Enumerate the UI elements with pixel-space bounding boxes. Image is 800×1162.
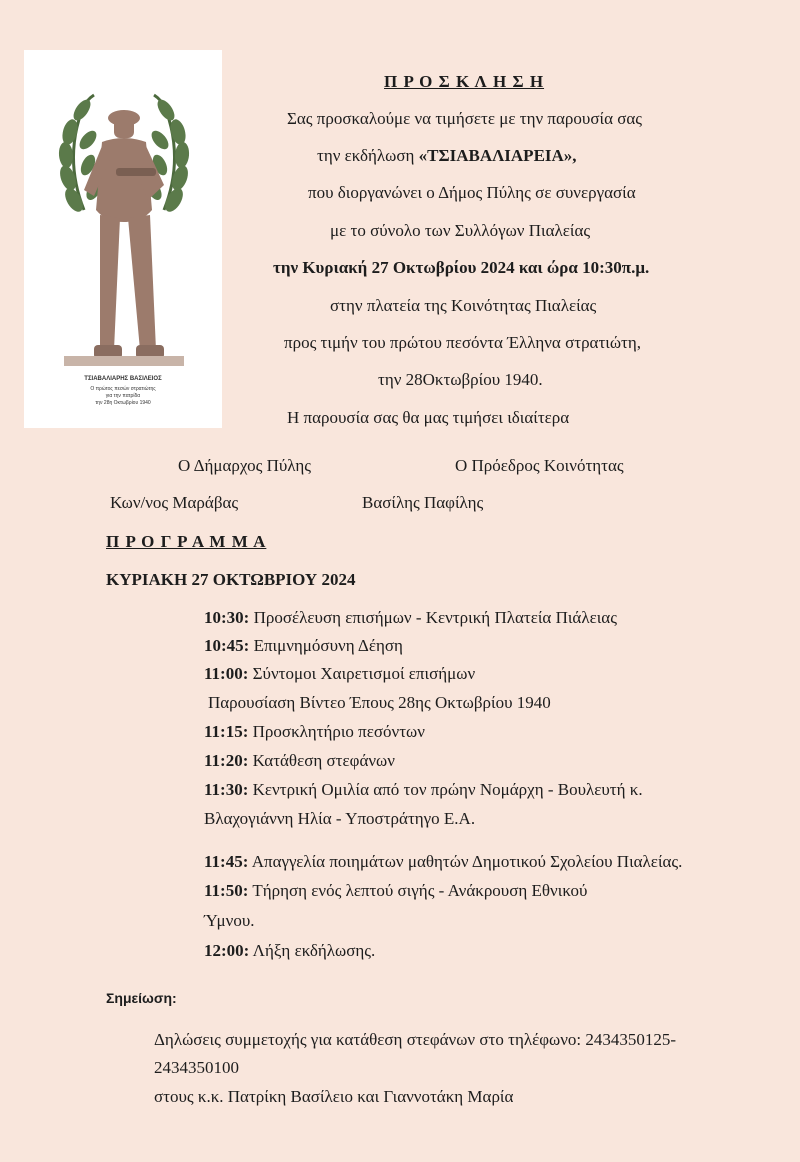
program-text: Απαγγελία ποιημάτων μαθητών Δημοτικού Σχολείου Πιαλείας. <box>248 852 683 871</box>
note-line: στους κ.κ. Πατρίκη Βασίλειο και Γιαννοτάκη Μαρία <box>154 1087 514 1106</box>
program-text: Προσέλευση επισήμων - Κεντρική Πλατεία Πιάλειας <box>249 608 617 627</box>
photo-caption-line: Ο πρώτος πεσών στρατιώτης <box>90 386 156 392</box>
program-time: 12:00: <box>204 941 250 960</box>
mayor-title: Ο Δήμαρχος Πύλης <box>178 456 311 475</box>
program-text: Κεντρική Ομιλία από τον πρώην Νομάρχη - Βουλευτή κ. <box>248 780 643 799</box>
program-text: Προσκλητήριο πεσόντων <box>248 722 425 741</box>
invitation-date-line: την Κυριακή 27 Οκτωβρίου 2024 και ώρα 10:30π.μ. <box>273 258 650 277</box>
note-label: Σημείωση: <box>106 990 177 1006</box>
program-item <box>204 608 617 628</box>
program-heading <box>106 532 266 552</box>
photo-caption-line: την 28η Οκτωβρίου 1940 <box>95 400 151 406</box>
program-time: 11:20: <box>204 751 249 770</box>
program-text: Ύμνου. <box>204 911 255 930</box>
program-item <box>204 941 375 961</box>
program-time: 11:00: <box>204 664 249 683</box>
invitation-line: στην πλατεία της Κοινότητας Πιαλείας <box>330 296 597 315</box>
program-text: Τήρηση ενός λεπτού σιγής - Ανάκρουση Εθνικού <box>248 881 588 900</box>
program-item <box>204 664 475 684</box>
program-item <box>204 636 403 656</box>
program-text: Παρουσίαση Βίντεο Έπους 28ης Οκτωβρίου 1940 <box>208 693 551 712</box>
program-text: Σύντομοι Χαιρετισμοί επισήμων <box>248 664 476 683</box>
community-president-title: Ο Πρόεδρος Κοινότητας <box>455 456 624 475</box>
invitation-line: που διοργανώνει ο Δήμος Πύλης σε συνεργασία <box>308 183 636 202</box>
photo-caption-title: ΤΣΙΑΒΑΛΙΑΡΗΣ ΒΑΣΙΛΕΙΟΣ <box>84 376 162 382</box>
invitation-line: Η παρουσία σας θα μας τιμήσει ιδιαίτερα <box>287 408 570 427</box>
invitation-line <box>317 146 577 166</box>
program-item <box>204 881 587 901</box>
program-time: 11:50: <box>204 881 249 900</box>
program-text: Βλαχογιάννη Ηλία - Υποστράτηγο Ε.Α. <box>204 809 476 828</box>
program-item <box>204 809 475 829</box>
invitation-text: την εκδήλωση <box>317 146 419 165</box>
statue-photo <box>24 50 222 428</box>
program-text: Λήξη εκδήλωσης. <box>249 941 376 960</box>
program-item <box>204 780 643 800</box>
program-item <box>204 911 255 931</box>
invitation-line: την 28Οκτωβρίου 1940. <box>378 370 543 389</box>
invitation-line: με το σύνολο των Συλλόγων Πιαλείας <box>330 221 591 240</box>
event-name: «ΤΣΙΑΒΑΛΙΑΡΕΙΑ», <box>418 146 577 165</box>
program-time: 10:30: <box>204 608 250 627</box>
program-time: 11:45: <box>204 852 249 871</box>
note-line: Δηλώσεις συμμετοχής για κατάθεση στεφάνων στο τηλέφωνο: 2434350125- <box>154 1030 677 1049</box>
invitation-heading: Π Ρ Ο Σ Κ Λ Η Σ Η <box>384 72 545 91</box>
program-heading-text: Π Ρ Ο Γ Ρ Α Μ Μ Α <box>106 532 267 551</box>
program-text: Κατάθεση στεφάνων <box>248 751 395 770</box>
photo-caption-line: για την πατρίδα <box>105 393 141 399</box>
program-item <box>204 852 682 872</box>
statue-illustration <box>24 50 222 428</box>
program-text: Επιμνημόσυνη Δέηση <box>249 636 403 655</box>
program-item <box>208 693 551 713</box>
invitation-line: Σας προσκαλούμε να τιμήσετε με την παρουσία σας <box>287 109 643 128</box>
program-time: 10:45: <box>204 636 250 655</box>
program-time: 11:15: <box>204 722 249 741</box>
program-item <box>204 751 395 771</box>
community-president-name: Βασίλης Παφίλης <box>362 493 484 512</box>
note-line: 2434350100 <box>154 1058 239 1077</box>
program-item <box>204 722 425 742</box>
invitation-line: προς τιμήν του πρώτου πεσόντα Έλληνα στρατιώτη, <box>284 333 642 352</box>
program-time: 11:30: <box>204 780 249 799</box>
program-date: ΚΥΡΙΑΚΗ 27 ΟΚΤΩΒΡΙΟΥ 2024 <box>106 570 356 589</box>
mayor-name: Κων/νος Μαράβας <box>110 493 239 512</box>
